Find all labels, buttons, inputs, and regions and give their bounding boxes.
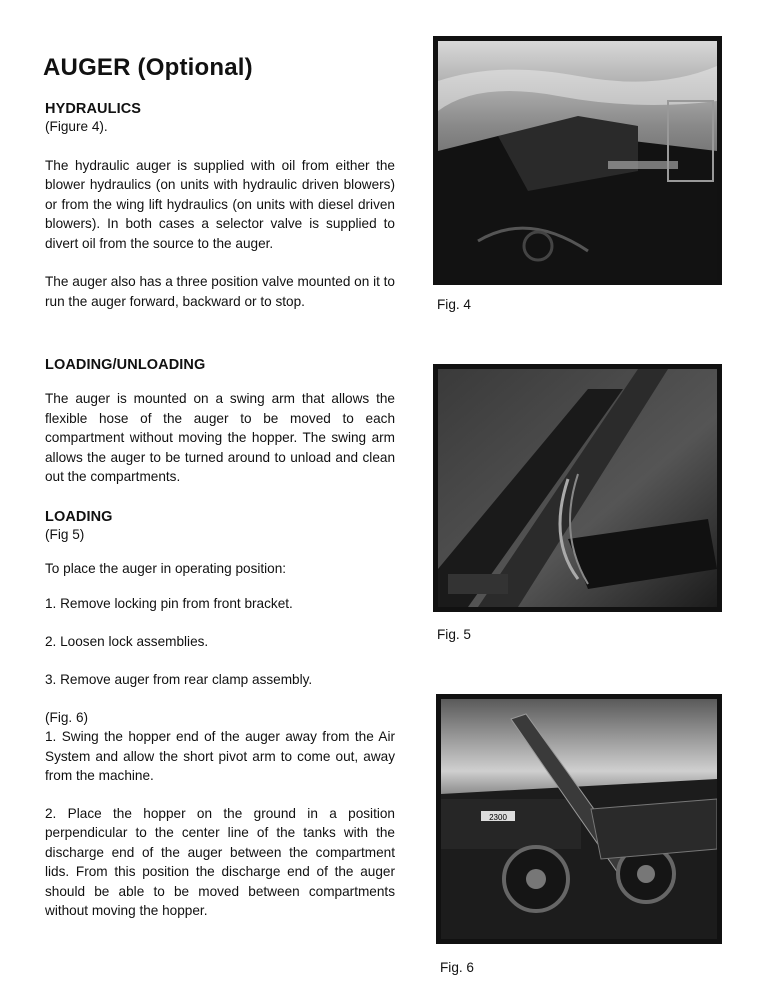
loading-figure-ref: (Fig 5) [45, 527, 85, 542]
fig6-reference: (Fig. 6) [45, 709, 89, 725]
loading-unloading-paragraph: The auger is mounted on a swing arm that allows the flexible hose of the auger to be moved to each compartment without moving the hopper. The swing arm allows the auger to be turned around to unload and clean out the compartments. [45, 391, 395, 484]
page-title: AUGER (Optional) [43, 54, 253, 81]
figure-6-photo [436, 694, 722, 944]
figure-4-photo [433, 36, 722, 285]
figure-5-caption: Fig. 5 [437, 627, 471, 642]
auger-hopper-photo-icon [438, 41, 717, 280]
loading-step-3: 3. Remove auger from rear clamp assembly. [45, 672, 313, 687]
loading-step-1: 1. Remove locking pin from front bracket. [45, 596, 293, 611]
hydraulics-paragraph-2: The auger also has a three position valve mounted on it to run the auger forward, backward or to stop. [45, 274, 395, 309]
machine-2300-photo-icon [441, 699, 717, 939]
hydraulics-section [45, 101, 395, 311]
loading-intro: To place the auger in operating position: [45, 560, 287, 576]
loading-heading: LOADING [45, 509, 113, 525]
hydraulics-heading: HYDRAULICS [45, 101, 142, 117]
loading-unloading-heading: LOADING/UNLOADING [45, 357, 206, 373]
loading-unloading-section [45, 357, 395, 487]
auger-swing-arm-photo-icon [438, 369, 717, 607]
figure-5-photo [433, 364, 722, 612]
figure-4-caption: Fig. 4 [437, 297, 471, 312]
fig6-step-2: 2. Place the hopper on the ground in a position perpendicular to the center line of the tanks with the discharge end of the auger between the compartment lids. From this position the discharge end of the auger should be able to be moved between compartments without moving the hopper. [45, 805, 395, 918]
loading-section [45, 509, 395, 921]
fig6-step-1: 1. Swing the hopper end of the auger away from the Air System and allow the short pivot arm to come out, away from the machine. [45, 729, 395, 783]
loading-step-2: 2. Loosen lock assemblies. [45, 633, 209, 649]
hydraulics-paragraph-1: The hydraulic auger is supplied with oil from either the blower hydraulics (on units with hydraulic driven blowers) or from the wing lift hydraulics (on units with diesel driven blowers). In both cases a selector valve is supplied to divert oil from the source to the auger. [45, 157, 395, 251]
hydraulics-figure-ref: (Figure 4). [45, 119, 108, 134]
machine-model-label: 2300 [489, 813, 507, 822]
figure-6-caption: Fig. 6 [440, 960, 474, 975]
